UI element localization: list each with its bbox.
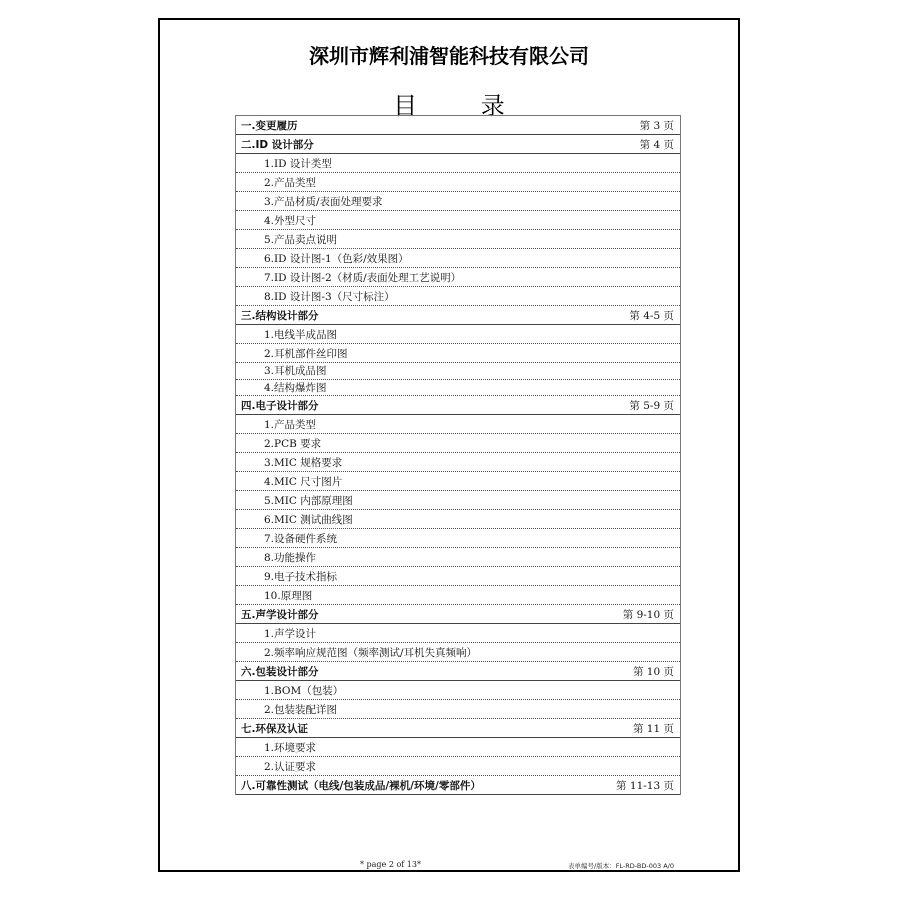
toc-item-row (236, 287, 680, 306)
page-title: 目 录 (393, 92, 533, 120)
toc-item-row (236, 325, 680, 344)
toc-item-row (236, 380, 680, 397)
toc-item-row (236, 510, 680, 529)
toc-entry-label: 1.环境要求 (264, 741, 317, 754)
toc-entry-label: 2.认证要求 (264, 760, 317, 773)
toc-entry-label: 四.电子设计部分 (241, 399, 319, 412)
toc-item-row (236, 363, 680, 380)
toc-item-row (236, 192, 680, 211)
toc-entry-label: 1.ID 设计类型 (264, 157, 332, 170)
toc-section-row (236, 306, 680, 325)
toc-entry-label: 2.PCB 要求 (264, 437, 322, 450)
toc-entry-label: 1.声学设计 (264, 627, 317, 640)
toc-item-row (236, 472, 680, 491)
toc-item-row (236, 268, 680, 287)
toc-entry-page: 第 10 页 (632, 665, 674, 678)
toc-entry-label: 9.电子技术指标 (264, 570, 338, 583)
toc-entry-label: 8.功能操作 (264, 551, 317, 564)
toc-item-row (236, 230, 680, 249)
toc-item-row (236, 567, 680, 586)
toc-entry-label: 2.产品类型 (264, 176, 317, 189)
document-page (158, 18, 740, 872)
toc-entry-label: 5.MIC 内部原理图 (264, 494, 353, 507)
toc-item-row (236, 415, 680, 434)
toc-entry-label: 10.原理图 (264, 589, 313, 602)
toc-entry-label: 七.环保及认证 (241, 722, 308, 735)
toc-entry-label: 3.产品材质/表面处理要求 (264, 195, 383, 208)
toc-entry-label: 7.设备硬件系统 (264, 532, 338, 545)
company-name: 深圳市辉利浦智能科技有限公司 (309, 44, 589, 68)
toc-item-row (236, 211, 680, 230)
toc-entry-label: 1.BOM（包装） (264, 684, 344, 697)
toc-entry-page: 第 11 页 (632, 722, 674, 735)
toc-entry-label: 7.ID 设计图-2（材质/表面处理工艺说明） (264, 271, 462, 284)
toc-entry-label: 2.频率响应规范图（频率测试/耳机失真频响） (264, 646, 478, 659)
toc-item-row (236, 700, 680, 719)
toc-entry-page: 第 4 页 (639, 138, 674, 151)
toc-section-row (236, 719, 680, 738)
toc-entry-label: 4.外型尺寸 (264, 214, 317, 227)
toc-entry-label: 6.ID 设计图-1（色彩/效果图） (264, 252, 409, 265)
toc-section-row (236, 135, 680, 154)
toc-item-row (236, 453, 680, 472)
toc-item-row (236, 643, 680, 662)
toc-entry-page: 第 3 页 (639, 119, 674, 132)
toc-item-row (236, 434, 680, 453)
toc-entry-label: 4.MIC 尺寸图片 (264, 475, 343, 488)
toc-entry-page: 第 4-5 页 (629, 309, 674, 322)
toc-entry-label: 4.结构爆炸图 (264, 381, 327, 394)
toc-item-row (236, 681, 680, 700)
toc-entry-label: 6.MIC 测试曲线图 (264, 513, 353, 526)
toc-section-row (236, 776, 680, 795)
toc-item-row (236, 529, 680, 548)
toc-item-row (236, 491, 680, 510)
toc-entry-label: 一.变更履历 (241, 119, 298, 132)
toc-item-row (236, 249, 680, 268)
toc-item-row (236, 344, 680, 363)
toc-entry-page: 第 9-10 页 (622, 608, 674, 621)
toc-item-row (236, 586, 680, 605)
toc-entry-label: 六.包装设计部分 (241, 665, 319, 678)
toc-item-row (236, 154, 680, 173)
toc-section-row (236, 116, 680, 135)
toc-entry-label: 5.产品卖点说明 (264, 233, 338, 246)
toc-entry-label: 8.ID 设计图-3（尺寸标注） (264, 290, 395, 303)
toc-entry-label: 1.产品类型 (264, 418, 317, 431)
toc-entry-label: 2.耳机部件丝印图 (264, 347, 348, 360)
page-number-footer: * page 2 of 13* (360, 860, 421, 869)
toc-item-row (236, 173, 680, 192)
toc-entry-label: 二.ID 设计部分 (241, 138, 314, 151)
toc-entry-page: 第 5-9 页 (629, 399, 674, 412)
toc-item-row (236, 738, 680, 757)
toc-section-row (236, 396, 680, 415)
toc-section-row (236, 662, 680, 681)
table-of-contents (235, 115, 681, 795)
toc-entry-label: 3.耳机成品图 (264, 365, 327, 378)
toc-entry-label: 3.MIC 规格要求 (264, 456, 343, 469)
toc-entry-label: 五.声学设计部分 (241, 608, 319, 621)
toc-section-row (236, 605, 680, 624)
form-number-footer: 表单编号/版本：FL-RD-BD-003 A/0 (568, 862, 674, 870)
toc-item-row (236, 757, 680, 776)
toc-entry-label: 八.可靠性测试（电线/包装成品/裸机/环境/零部件） (241, 779, 481, 792)
toc-entry-label: 1.电线半成品图 (264, 328, 338, 341)
toc-item-row (236, 548, 680, 567)
toc-entry-page: 第 11-13 页 (616, 779, 674, 792)
toc-item-row (236, 624, 680, 643)
toc-entry-label: 三.结构设计部分 (241, 309, 319, 322)
toc-entry-label: 2.包装装配详图 (264, 703, 338, 716)
